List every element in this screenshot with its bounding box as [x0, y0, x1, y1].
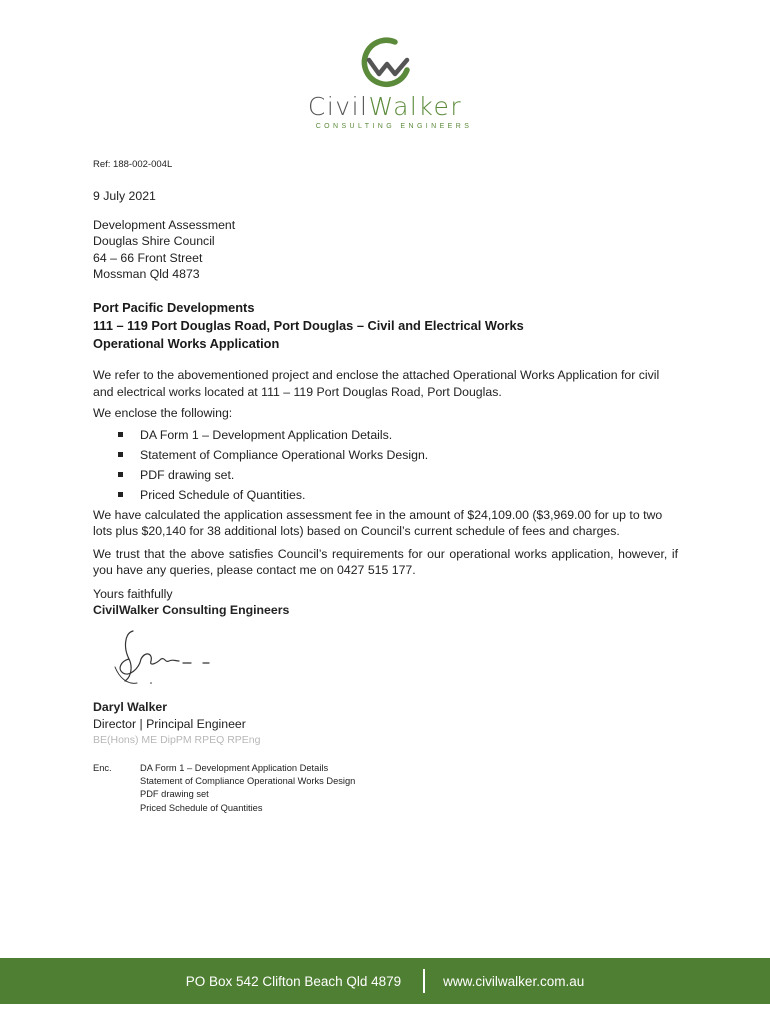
- reference-number: Ref: 188-002-004L: [93, 159, 173, 170]
- closing-salutation: Yours faithfully: [93, 586, 173, 601]
- company-logo: [0, 30, 770, 130]
- subject-line: Operational Works Application: [93, 336, 280, 352]
- enclosure-item: PDF drawing set: [140, 789, 209, 800]
- subject-heading: [93, 299, 678, 353]
- bullet-icon: [118, 432, 123, 437]
- footer-bar: [0, 958, 770, 1004]
- signer-qualifications: BE(Hons) ME DipPM RPEQ RPEng: [93, 734, 261, 747]
- enclose-paragraph: We enclose the following:: [93, 406, 233, 421]
- address-line: 64 – 66 Front Street: [93, 250, 203, 265]
- letter-body: [93, 157, 678, 815]
- brand-name-prefix: Civil: [307, 92, 369, 121]
- signer-title: Director | Principal Engineer: [93, 716, 246, 731]
- subject-line: Port Pacific Developments: [93, 300, 255, 316]
- address-line: Douglas Shire Council: [93, 234, 215, 249]
- recipient-address: [93, 217, 678, 282]
- enclosure-item: Priced Schedule of Quantities: [140, 802, 263, 813]
- list-item: [93, 445, 678, 465]
- footer-website-link[interactable]: www.civilwalker.com.au: [443, 973, 585, 989]
- enclosures-label: Enc.: [93, 762, 112, 773]
- brand-tagline: CONSULTING ENGINEERS: [315, 123, 473, 130]
- enclosures-block: [93, 762, 678, 815]
- brand-name: [0, 92, 770, 121]
- list-item-text: Statement of Compliance Operational Works Design.: [140, 447, 429, 462]
- enclosure-item: DA Form 1 – Development Application Details: [140, 762, 329, 773]
- list-item: [93, 425, 678, 445]
- bullet-icon: [118, 452, 123, 457]
- letter-date: 9 July 2021: [93, 188, 156, 203]
- footer-divider: [423, 969, 425, 993]
- list-item: [93, 485, 678, 505]
- company-name: CivilWalker Consulting Engineers: [93, 603, 290, 618]
- bullet-icon: [118, 492, 123, 497]
- list-item-text: Priced Schedule of Quantities.: [140, 487, 306, 502]
- handwritten-signature-icon: [105, 625, 235, 689]
- fee-paragraph: We have calculated the application assessment fee in the amount of $24,109.00 ($3,969.00 for up to two lots plus $20,140 for 38 additional lots) based on Council’s current schedule of fees and charges.: [93, 507, 663, 539]
- enclosure-list: [93, 425, 678, 505]
- footer-address: PO Box 542 Clifton Beach Qld 4879: [185, 973, 402, 989]
- list-item-text: DA Form 1 – Development Application Details.: [140, 427, 393, 442]
- civilwalker-logo-icon: [355, 30, 415, 90]
- list-item-text: PDF drawing set.: [140, 467, 235, 482]
- enclosure-item: Statement of Compliance Operational Works Design: [140, 775, 356, 786]
- list-item: [93, 465, 678, 485]
- brand-name-suffix: Walker: [368, 92, 463, 121]
- signer-name: Daryl Walker: [93, 700, 168, 715]
- enclosures-list: [140, 762, 355, 815]
- signature-image: [105, 625, 678, 694]
- contact-paragraph: We trust that the above satisfies Council’s requirements for our operational works application, however, if you have any queries, please contact me on 0427 515 177.: [93, 546, 678, 578]
- intro-paragraph: We refer to the abovementioned project and enclose the attached Operational Works Application for civil and electrical works located at 111 – 119 Port Douglas Road, Port Douglas.: [93, 368, 660, 399]
- subject-line: 111 – 119 Port Douglas Road, Port Douglas – Civil and Electrical Works: [93, 318, 524, 334]
- bullet-icon: [118, 472, 123, 477]
- address-line: Mossman Qld 4873: [93, 266, 200, 281]
- address-line: Development Assessment: [93, 218, 236, 232]
